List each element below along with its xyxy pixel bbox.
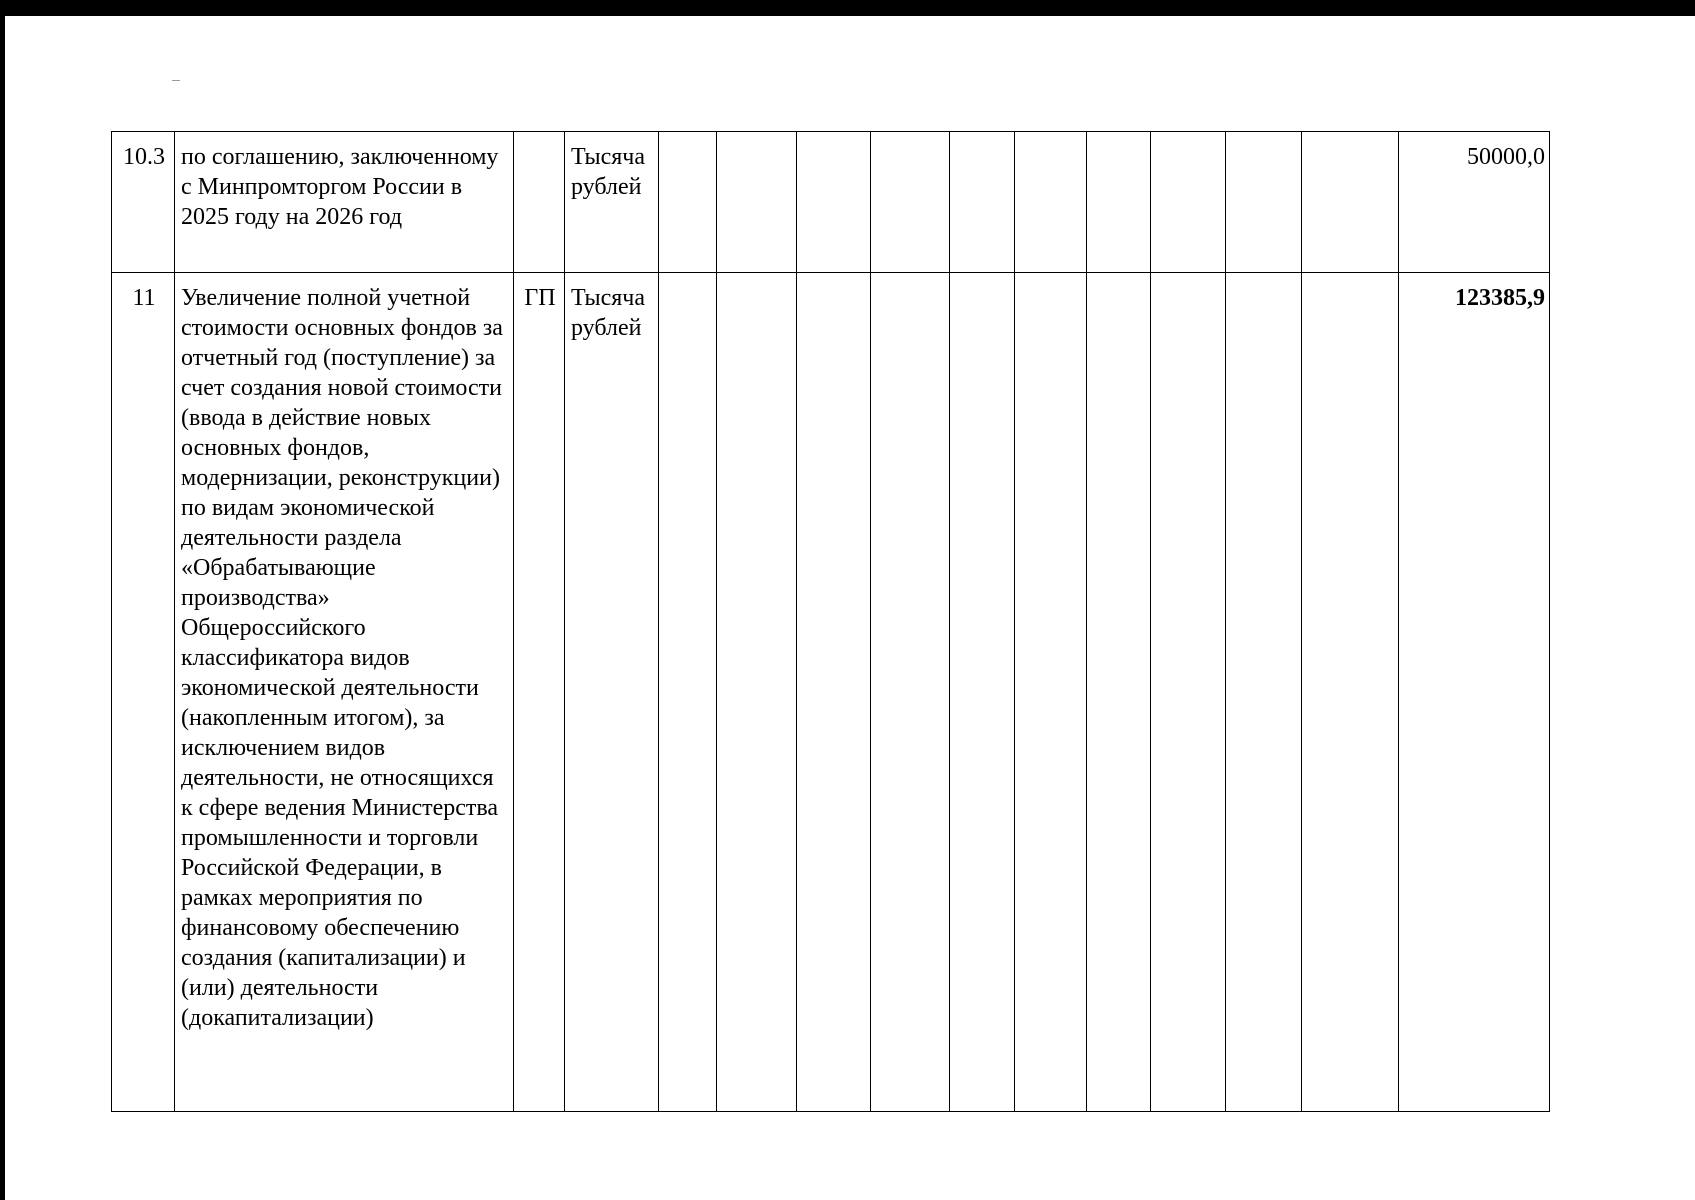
empty-cell xyxy=(797,273,871,1112)
row-unit: Тысяча рублей xyxy=(565,273,659,1112)
row-unit: Тысяча рублей xyxy=(565,132,659,273)
empty-cell xyxy=(797,132,871,273)
row-code xyxy=(514,132,565,273)
empty-cell xyxy=(1151,132,1226,273)
table-row-11 xyxy=(112,273,1550,1112)
empty-cell xyxy=(950,273,1015,1112)
scan-speck xyxy=(172,80,180,81)
row-value: 50000,0 xyxy=(1399,132,1550,273)
empty-cell xyxy=(871,273,950,1112)
empty-cell xyxy=(1226,132,1302,273)
empty-cell xyxy=(1015,132,1087,273)
empty-cell xyxy=(1087,273,1151,1112)
empty-cell xyxy=(717,273,797,1112)
row-value: 123385,9 xyxy=(1399,273,1550,1112)
empty-cell xyxy=(1087,132,1151,273)
empty-cell xyxy=(659,132,717,273)
page-left-border xyxy=(0,0,5,1200)
indicators-table xyxy=(111,131,1550,1112)
row-code: ГП xyxy=(514,273,565,1112)
empty-cell xyxy=(659,273,717,1112)
empty-cell xyxy=(1015,273,1087,1112)
empty-cell xyxy=(1226,273,1302,1112)
empty-cell xyxy=(1151,273,1226,1112)
empty-cell xyxy=(950,132,1015,273)
row-number: 11 xyxy=(112,273,175,1112)
row-description: Увеличение полной учетной стоимости основных фондов за отчетный год (поступление) за счет создания новой стоимости (ввода в действие новых основных фондов, модернизации, реконструкции) по видам экономической деятельности раздела «Обрабатывающие производства» Общероссийского классификатора видов экономической деятельности (накопленным итогом), за исключением видов деятельности, не относящихся к сфере ведения Министерства промышленности и торговли Российской Федерации, в рамках мероприятия по финансовому обеспечению создания (капитализации) и (или) деятельности (докапитализации) xyxy=(175,273,514,1112)
page-top-border xyxy=(0,0,1695,16)
row-number: 10.3 xyxy=(112,132,175,273)
table-row-10-3 xyxy=(112,132,1550,273)
row-description: по соглашению, заключенному с Минпромторгом России в 2025 году на 2026 год xyxy=(175,132,514,273)
empty-cell xyxy=(1302,132,1399,273)
empty-cell xyxy=(1302,273,1399,1112)
empty-cell xyxy=(717,132,797,273)
empty-cell xyxy=(871,132,950,273)
